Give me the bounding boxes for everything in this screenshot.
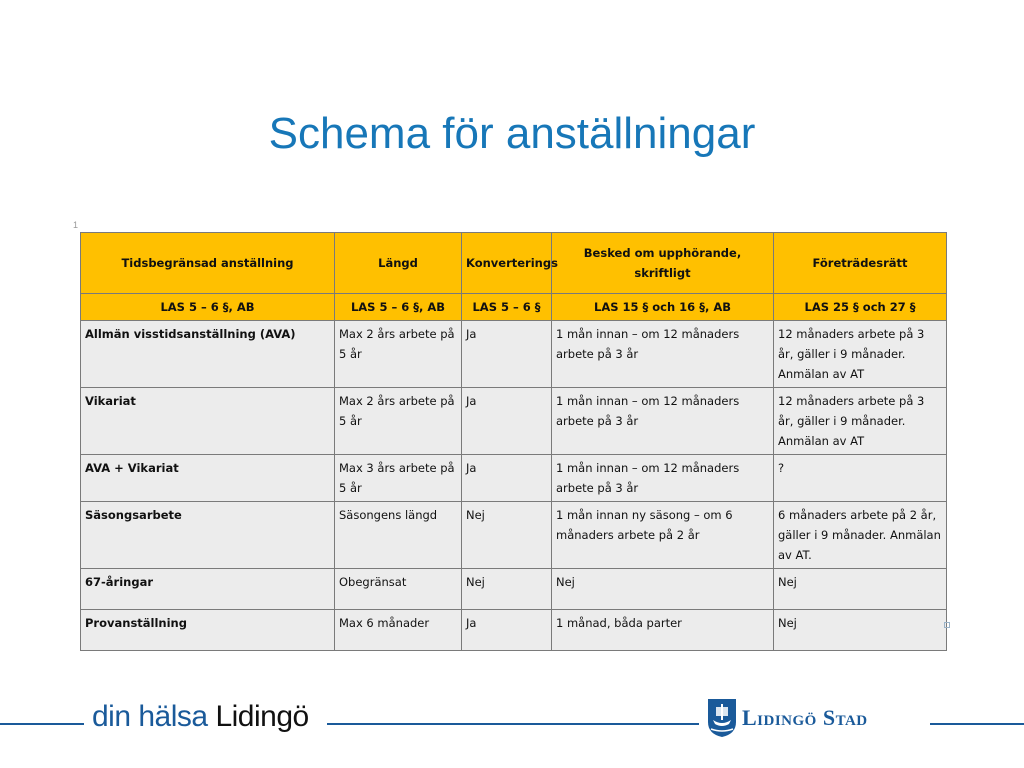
header-cell: Tidsbegränsad anställning <box>81 233 335 294</box>
conversion-cell: Nej <box>462 502 552 569</box>
employment-type-cell: Säsongsarbete <box>81 502 335 569</box>
length-cell: Max 3 års arbete på 5 år <box>335 455 462 502</box>
footer-rule-left <box>0 723 84 725</box>
law-ref-cell: LAS 5 – 6 §, AB <box>81 294 335 321</box>
notice-cell: 1 månad, båda parter <box>552 610 774 651</box>
priority-right-cell: 6 månaders arbete på 2 år, gäller i 9 månader. Anmälan av AT. <box>774 502 947 569</box>
header-cell: Besked om upphörande, skriftligt <box>552 233 774 294</box>
footer-rule-right <box>930 723 1024 725</box>
din-halsa-text: din hälsa <box>92 700 216 733</box>
notice-cell: 1 mån innan – om 12 månaders arbete på 3 år <box>552 455 774 502</box>
table-row <box>81 610 947 651</box>
employment-type-cell: 67-åringar <box>81 569 335 610</box>
law-ref-cell: LAS 5 – 6 §, AB <box>335 294 462 321</box>
law-ref-cell: LAS 5 – 6 § <box>462 294 552 321</box>
table-row <box>81 388 947 455</box>
law-reference-row <box>81 294 947 321</box>
length-cell: Max 2 års arbete på 5 år <box>335 388 462 455</box>
table-row <box>81 502 947 569</box>
header-cell: Längd <box>335 233 462 294</box>
lidingo-text: Lidingö <box>215 700 309 733</box>
anchor-mark: 1 <box>73 220 79 230</box>
notice-cell: Nej <box>552 569 774 610</box>
law-ref-cell: LAS 15 § och 16 §, AB <box>552 294 774 321</box>
length-cell: Säsongens längd <box>335 502 462 569</box>
priority-right-cell: 12 månaders arbete på 3 år, gäller i 9 månader. Anmälan av AT <box>774 388 947 455</box>
employment-schema-table <box>80 232 947 651</box>
notice-cell: 1 mån innan ny säsong – om 6 månaders arbete på 2 år <box>552 502 774 569</box>
priority-right-cell: Nej <box>774 569 947 610</box>
header-cell: Företrädesrätt <box>774 233 947 294</box>
employment-type-cell: Allmän visstidsanställning (AVA) <box>81 321 335 388</box>
footer-rule-middle <box>327 723 699 725</box>
length-cell: Max 6 månader <box>335 610 462 651</box>
priority-right-cell: 12 månaders arbete på 3 år, gäller i 9 månader. Anmälan av AT <box>774 321 947 388</box>
priority-right-cell: Nej <box>774 610 947 651</box>
table-row <box>81 321 947 388</box>
table-row <box>81 455 947 502</box>
lidingo-stad-logo: Lidingö Stad <box>742 705 868 730</box>
conversion-cell: Ja <box>462 610 552 651</box>
employment-type-cell: Provanställning <box>81 610 335 651</box>
table-header-row <box>81 233 947 294</box>
header-cell: Konverterings <box>462 233 552 294</box>
notice-cell: 1 mån innan – om 12 månaders arbete på 3 år <box>552 321 774 388</box>
employment-type-cell: Vikariat <box>81 388 335 455</box>
conversion-cell: Ja <box>462 388 552 455</box>
conversion-cell: Nej <box>462 569 552 610</box>
length-cell: Obegränsat <box>335 569 462 610</box>
priority-right-cell: ? <box>774 455 947 502</box>
law-ref-cell: LAS 25 § och 27 § <box>774 294 947 321</box>
slide-title: Schema för anställningar <box>268 109 756 158</box>
conversion-cell: Ja <box>462 455 552 502</box>
table-end-marker <box>944 622 950 628</box>
length-cell: Max 2 års arbete på 5 år <box>335 321 462 388</box>
conversion-cell: Ja <box>462 321 552 388</box>
table-row <box>81 569 947 610</box>
lidingo-coat-of-arms-icon <box>707 698 737 738</box>
employment-type-cell: AVA + Vikariat <box>81 455 335 502</box>
notice-cell: 1 mån innan – om 12 månaders arbete på 3 år <box>552 388 774 455</box>
din-halsa-logo <box>92 700 309 734</box>
